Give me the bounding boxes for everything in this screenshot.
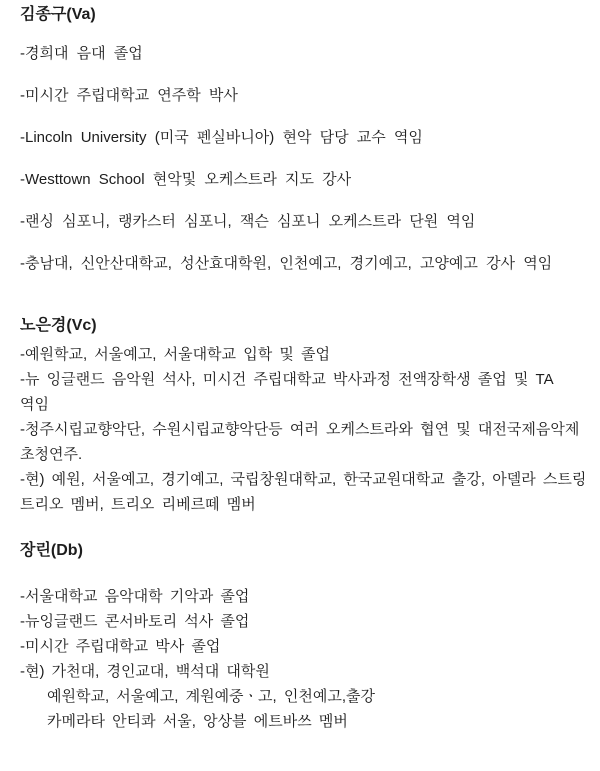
bio-line: -경희대 음대 졸업 bbox=[20, 45, 143, 62]
bio-line: -랜싱 심포니, 랭카스터 심포니, 잭슨 심포니 오케스트라 단원 역임 bbox=[20, 213, 476, 230]
bio-line-continuation: 역임 bbox=[20, 396, 49, 413]
section-no-eun-kyung bbox=[20, 317, 588, 517]
bio-line-indented: 예원학교, 서울예고, 계원예중ㆍ고, 인천예고,출강 bbox=[47, 688, 375, 705]
section-jang-rin bbox=[20, 542, 588, 734]
document-body bbox=[20, 0, 588, 734]
bio-line-continuation: 트리오 멤버, 트리오 리베르떼 멤버 bbox=[20, 496, 256, 513]
bio-line: -Westtown School 현악및 오케스트라 지도 강사 bbox=[20, 171, 352, 188]
bio-line: -충남대, 신안산대학교, 성산효대학원, 인천예고, 경기예고, 고양예고 강사 역임 bbox=[20, 255, 553, 272]
section-heading: 김종구(Va) bbox=[20, 6, 96, 23]
section-kim-jong-gu bbox=[20, 6, 588, 274]
bio-line: -청주시립교향악단, 수원시립교향악단등 여러 오케스트라와 협연 및 대전국제음악제 bbox=[20, 421, 580, 438]
section-heading: 장린(Db) bbox=[20, 542, 83, 559]
bio-line: -현) 가천대, 경인교대, 백석대 대학원 bbox=[20, 663, 270, 680]
bio-line: -미시간 주립대학교 연주학 박사 bbox=[20, 87, 238, 104]
bio-line: -뉴잉글랜드 콘서바토리 석사 졸업 bbox=[20, 613, 250, 630]
bio-line: -서울대학교 음악대학 기악과 졸업 bbox=[20, 588, 250, 605]
bio-line-indented: 카메라타 안티콰 서울, 앙상블 에트바쓰 멤버 bbox=[47, 713, 348, 730]
bio-line: -Lincoln University (미국 펜실바니아) 현악 담당 교수 역임 bbox=[20, 129, 423, 146]
section-heading: 노은경(Vc) bbox=[20, 317, 97, 334]
bio-line-continuation: 초청연주. bbox=[20, 446, 83, 463]
bio-line: -뉴 잉글랜드 음악원 석사, 미시건 주립대학교 박사과정 전액장학생 졸업 및 TA bbox=[20, 371, 554, 388]
bio-line: -현) 예원, 서울예고, 경기예고, 국립창원대학교, 한국교원대학교 출강, 아델라 스트링 bbox=[20, 471, 587, 488]
bio-line: -미시간 주립대학교 박사 졸업 bbox=[20, 638, 221, 655]
bio-line: -예원학교, 서울예고, 서울대학교 입학 및 졸업 bbox=[20, 346, 330, 363]
